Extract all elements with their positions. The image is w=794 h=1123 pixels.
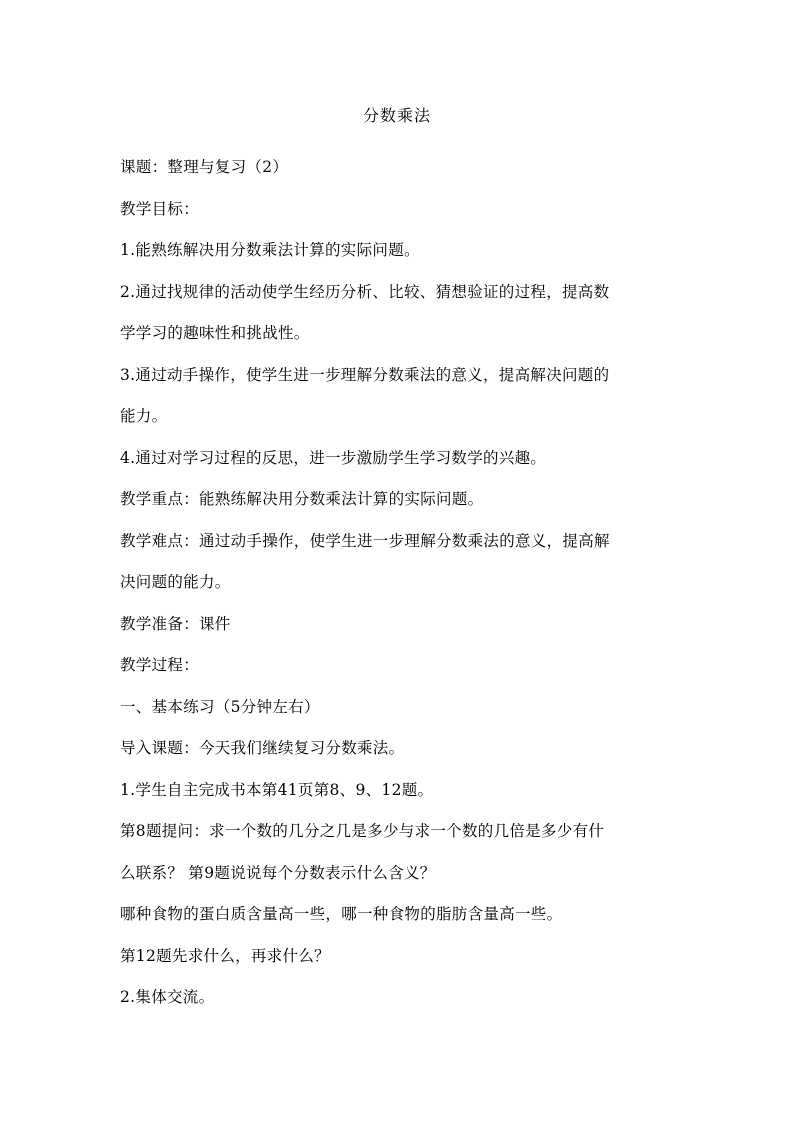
objective-2-continuation: 学学习的趣味性和挑战性。 — [120, 324, 310, 342]
teaching-preparation-line: 教学准备：课件 — [120, 614, 231, 633]
introduction-line: 导入课题：今天我们继续复习分数乘法。 — [120, 739, 405, 757]
lesson-topic-line: 课题：整理与复习（2） — [120, 158, 289, 176]
step-1-line: 1.学生自主完成书本第41页第8、9、12题。 — [120, 780, 434, 799]
step-2-line: 2.集体交流。 — [120, 988, 215, 1006]
key-points-line: 教学重点：能熟练解决用分数乘法计算的实际问题。 — [120, 490, 484, 508]
difficult-points-continuation: 决问题的能力。 — [120, 573, 231, 591]
document-body — [120, 147, 680, 1019]
teaching-objectives-heading: 教学目标： — [120, 199, 200, 218]
objective-3-line: 3.通过动手操作，使学生进一步理解分数乘法的意义，提高解决问题的 — [120, 365, 610, 384]
question-8-continuation: 么联系？ 第9题说说每个分数表示什么含义？ — [120, 863, 436, 882]
objective-4-line: 4.通过对学习过程的反思，进一步激励学生学习数学的兴趣。 — [120, 448, 547, 467]
objective-1-line: 1.能熟练解决用分数乘法计算的实际问题。 — [120, 241, 420, 259]
teaching-process-heading: 教学过程： — [120, 656, 200, 674]
question-12-line: 第12题先求什么，再求什么？ — [120, 946, 330, 965]
objective-3-continuation: 能力。 — [120, 407, 168, 425]
objective-2-line: 2.通过找规律的活动使学生经历分析、比较、猜想验证的过程，提高数 — [120, 282, 610, 301]
document-title: 分数乘法 — [362, 106, 431, 125]
food-question-line: 哪种食物的蛋白质含量高一些，哪一种食物的脂肪含量高一些。 — [120, 905, 563, 923]
section-1-heading: 一、基本练习（5分钟左右） — [120, 697, 320, 716]
difficult-points-line: 教学难点：通过动手操作，使学生进一步理解分数乘法的意义，提高解 — [120, 531, 610, 550]
question-8-line: 第8题提问：求一个数的几分之几是多少与求一个数的几倍是多少有什 — [120, 822, 605, 840]
